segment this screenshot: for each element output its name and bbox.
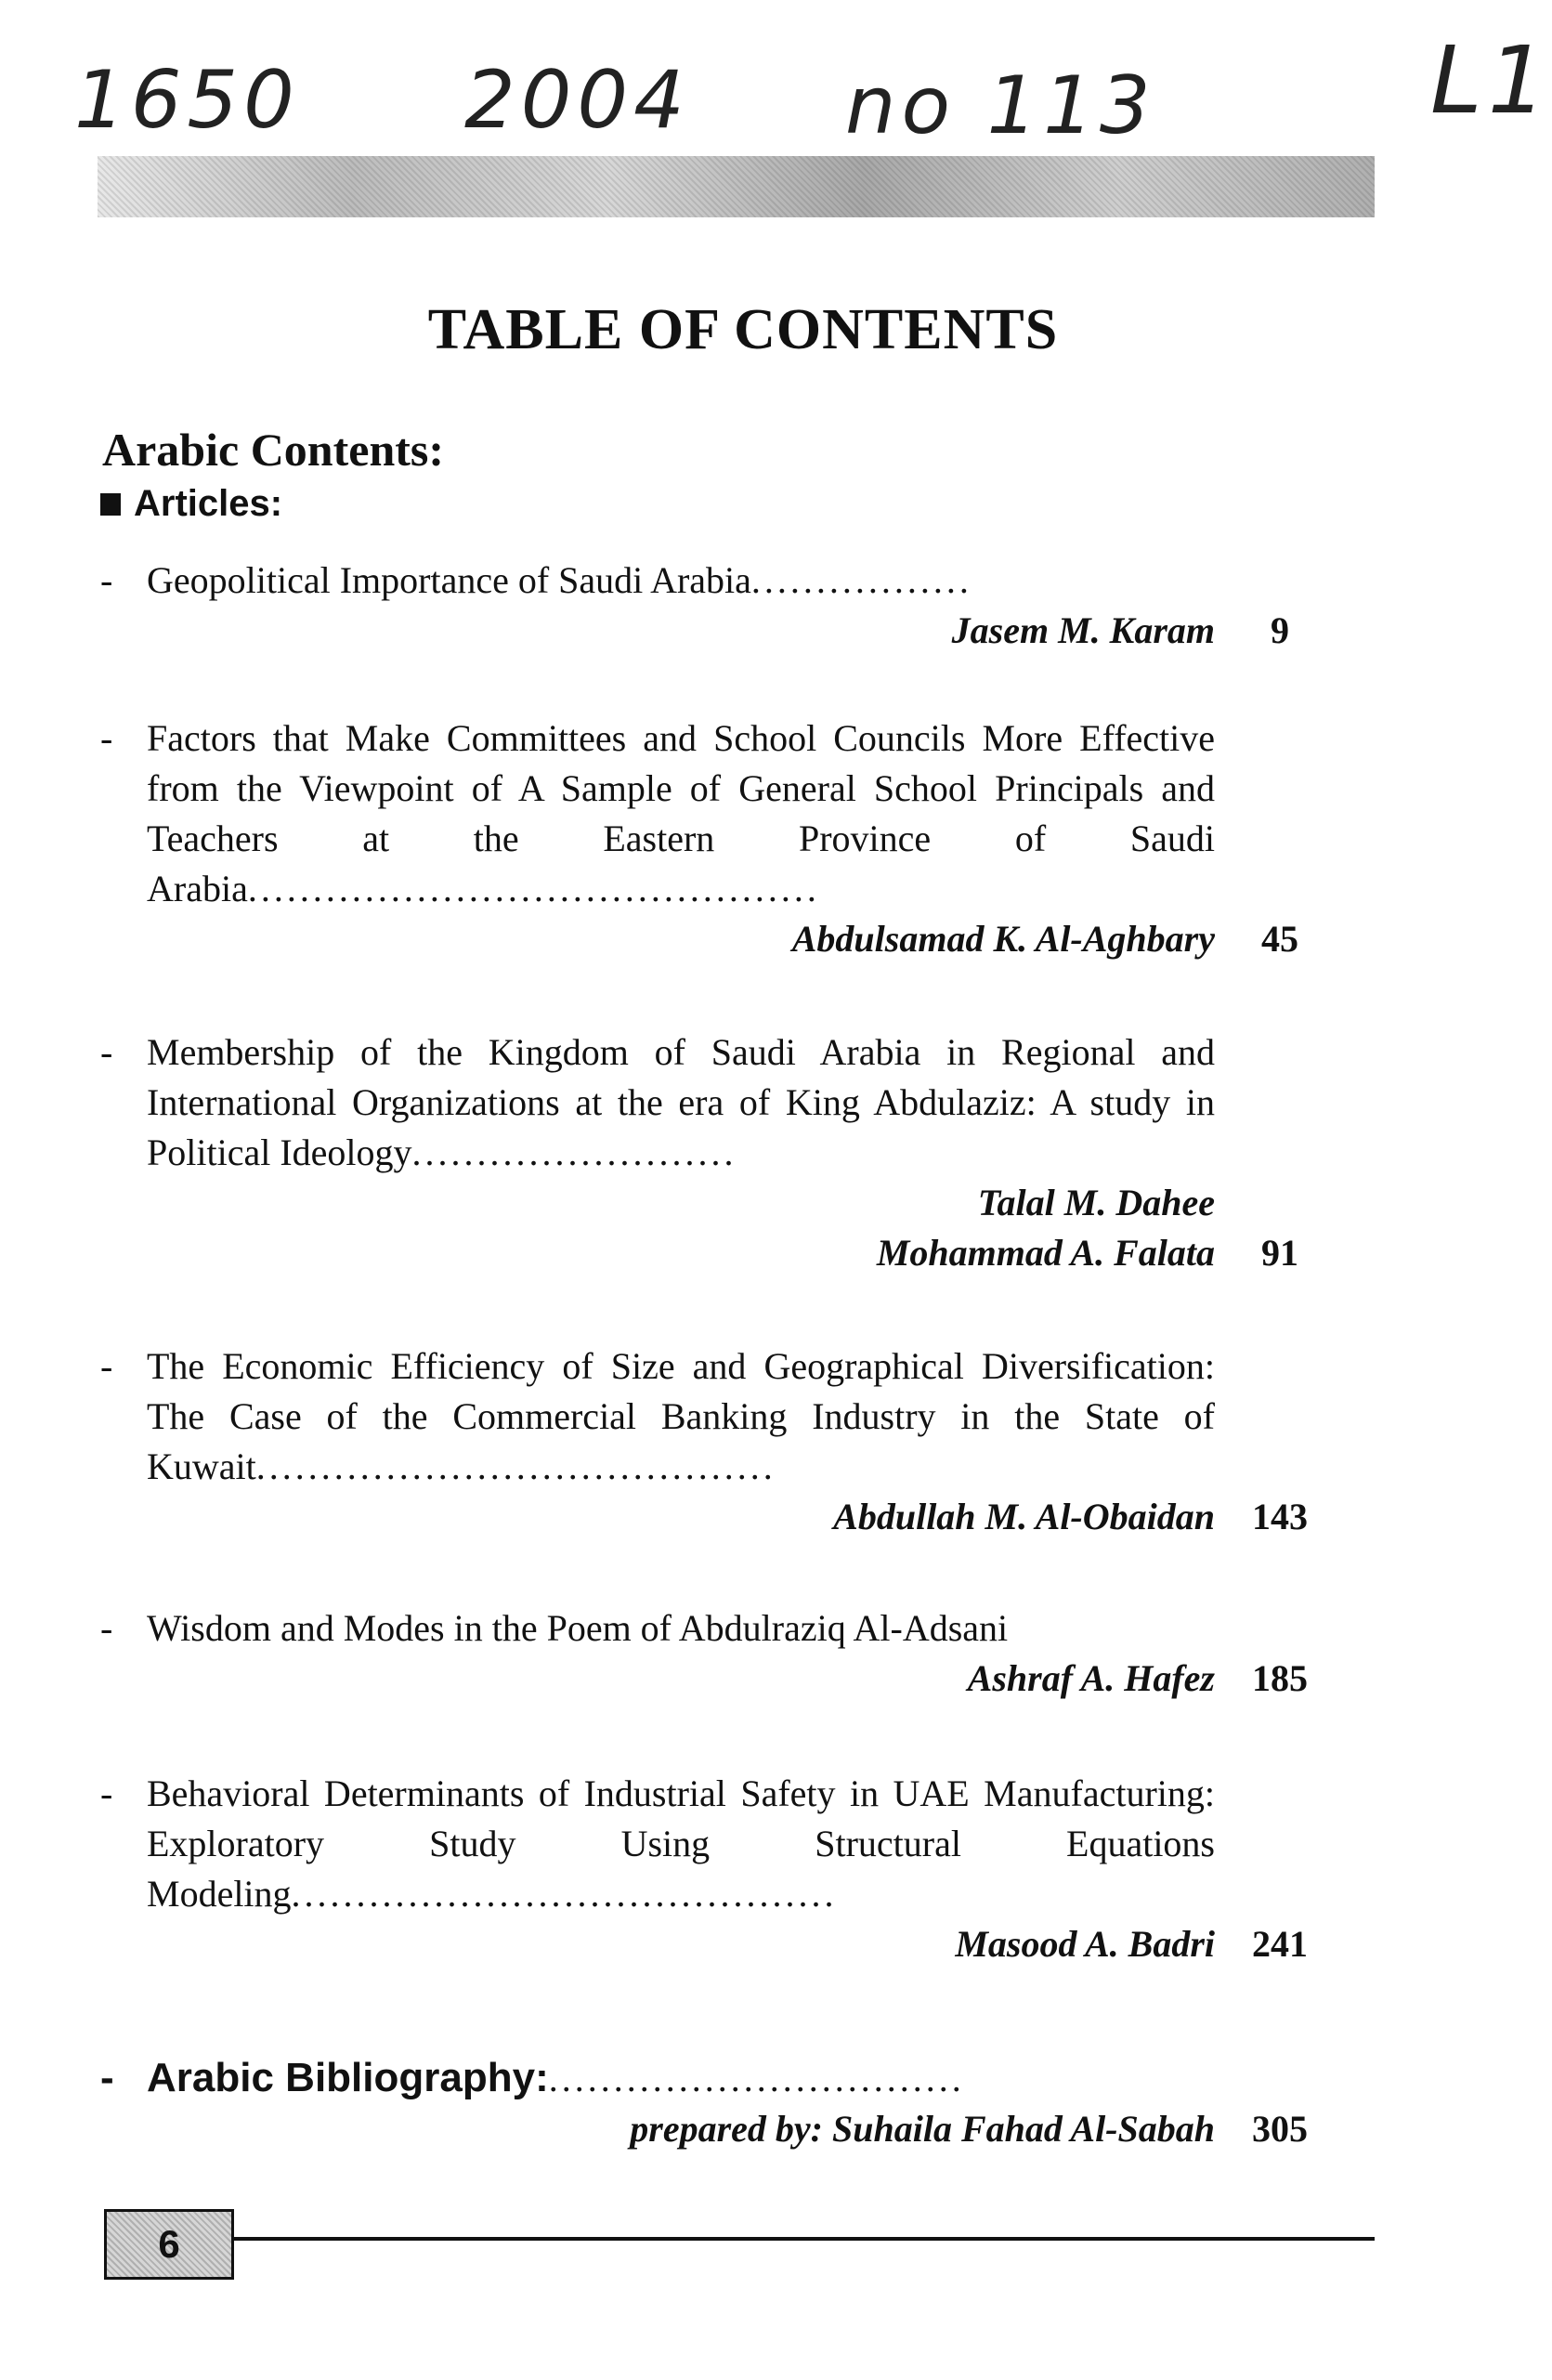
entry-authors (147, 606, 1215, 656)
entry-dash: - (100, 1607, 113, 1649)
handwritten-note: no 113 (845, 59, 1156, 152)
page-number: 305 (1252, 2108, 1308, 2150)
author-name: Masood A. Badri (955, 1923, 1215, 1965)
section-heading: Arabic Contents: (102, 424, 445, 476)
footer-page-number: 6 (158, 2222, 180, 2266)
toc-entry (100, 713, 1336, 964)
toc-entry (100, 1341, 1336, 1542)
entry-authors (147, 914, 1215, 964)
entry-authors (147, 1654, 1215, 1704)
toc-entry (100, 1027, 1336, 1278)
entry-title-text: The Economic Efficiency of Size and Geographical Diversification: The Case of the Commercial Banking Industry in the State of Kuwait (147, 1345, 1215, 1487)
header-band (98, 156, 1375, 217)
handwritten-notes (0, 26, 1552, 152)
bibliography-title (147, 2053, 1215, 2104)
page-number: 9 (1271, 609, 1289, 651)
entry-title (147, 1341, 1215, 1492)
handwritten-note: L1 (1430, 26, 1552, 135)
author-name: Abdulsamad K. Al-Aghbary (791, 918, 1215, 960)
handwritten-note: 2004 (464, 54, 690, 147)
entry-dash: - (100, 1772, 113, 1814)
square-bullet-icon (100, 493, 121, 516)
bibliography-entry (100, 2053, 1336, 2154)
entry-title-text: Membership of the Kingdom of Saudi Arabia in Regional and International Organizations at the era of King Abdulaziz: A study in Political Ideology (147, 1031, 1215, 1173)
footer-rule (234, 2237, 1375, 2241)
page-number: 45 (1261, 918, 1298, 960)
entry-authors (147, 1178, 1215, 1278)
dot-leader: ................................ (548, 2058, 965, 2099)
toc-entry (100, 556, 1336, 656)
entry-authors (147, 1919, 1215, 1969)
dot-leader: ............................................ (247, 868, 820, 909)
entry-title (147, 1603, 1215, 1654)
page-number: 143 (1252, 1496, 1308, 1537)
entry-dash: - (100, 2055, 114, 2100)
toc-entry (100, 1769, 1336, 1969)
page-number: 91 (1261, 1232, 1298, 1274)
author-name: Abdullah M. Al-Obaidan (833, 1496, 1215, 1537)
dot-leader: .......................................... (291, 1873, 838, 1915)
entry-title (147, 713, 1215, 914)
page-title: TABLE OF CONTENTS (427, 298, 1059, 361)
dot-leader: ................. (750, 559, 972, 601)
entry-authors (147, 1492, 1215, 1542)
dot-leader: ......................... (411, 1131, 737, 1173)
author-name: Mohammad A. Falata (876, 1232, 1215, 1274)
author-name: Jasem M. Karam (951, 609, 1215, 651)
bibliography-preparer: prepared by: Suhaila Fahad Al-Sabah (630, 2108, 1215, 2150)
page-number: 185 (1252, 1657, 1308, 1699)
entry-dash: - (100, 717, 113, 759)
author-name: Talal M. Dahee (977, 1182, 1215, 1223)
entry-dash: - (100, 1031, 113, 1073)
author-name: Ashraf A. Hafez (967, 1657, 1215, 1699)
entry-title-text: Wisdom and Modes in the Poem of Abdulraziq Al-Adsani (147, 1607, 1009, 1649)
entry-title (147, 556, 1215, 606)
entry-dash: - (100, 559, 113, 601)
entry-title-text: Geopolitical Importance of Saudi Arabia (147, 559, 751, 601)
dot-leader: ........................................ (255, 1445, 776, 1487)
subsection-label: Articles: (134, 483, 283, 524)
entry-title-text: Behavioral Determinants of Industrial Safety in UAE Manufacturing: Exploratory Study Using Structural Equations Modeling (147, 1772, 1215, 1915)
page-number: 241 (1252, 1923, 1308, 1965)
footer-page-box (104, 2209, 234, 2280)
entry-dash: - (100, 1345, 113, 1387)
bibliography-label: Arabic Bibliography: (147, 2055, 549, 2100)
handwritten-note: 1650 (74, 54, 300, 147)
toc-entry (100, 1603, 1336, 1704)
subsection-heading (100, 483, 282, 525)
entry-title (147, 1027, 1215, 1178)
entry-title (147, 1769, 1215, 1919)
entry-title-text: Factors that Make Committees and School Councils More Effective from the Viewpoint of A Sample of General School Principals and Teachers at the Eastern Province of Saudi Arabia (147, 717, 1215, 909)
